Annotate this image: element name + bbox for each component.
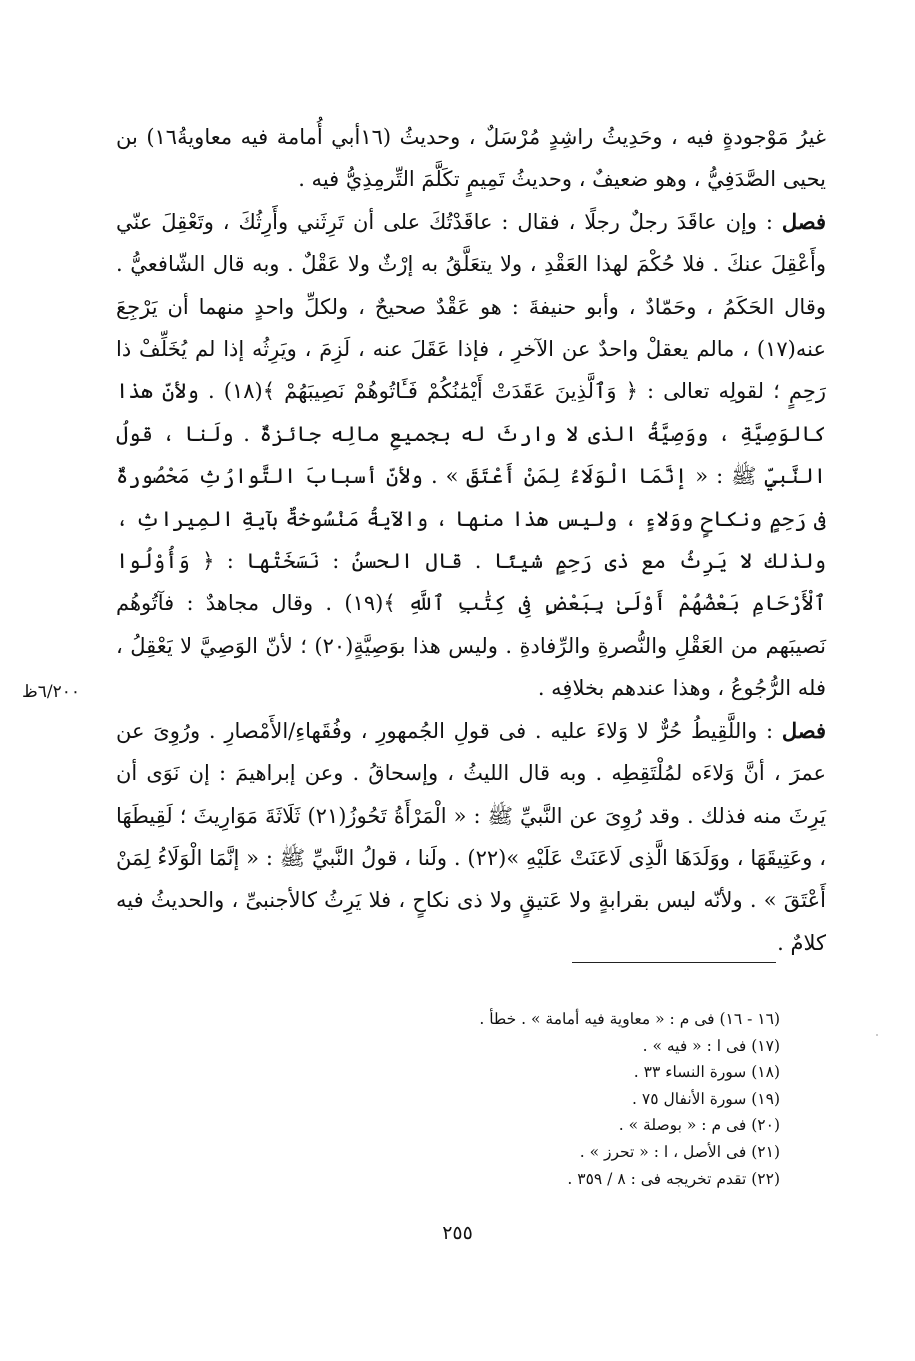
main-text [116,116,826,964]
margin-manuscript-reference: ٦/٢٠٠ظ [22,682,80,702]
footnote: (٢١) فى الأصل ، ا : « تحرز » . [579,1142,780,1161]
section-heading: فصل [781,208,826,234]
page-number: ٢٥٥ [442,1222,473,1244]
footnote: (٢٠) فى م : « بوصلة » . [618,1116,780,1135]
paragraph-text: : واللَّقِيطُ حُرٌّ لا وَلاءَ عليه . فى قولِ الجُمهورِ ، وفُقَهاءِ/الأَمْصارِ . ورُوِىَ عن عمرَ ، أنَّ وَلاءَه لمُلْتَقِطِه . وبه قال الليثُ ، وإسحاقُ . وعن إبراهيمَ : إن نَوَى أن يَرِثَ منه فذلك . وقد رُوِىَ عن النَّبيِّ ﷺ : « الْمَرْأَةُ تَحُوزُ(٢١) ثَلَاثَةَ مَوَارِيثَ ؛ لَقِيطَهَا ، وعَتِيقَهَا ، ووَلَدَهَا الَّذِى لَاعَنَتْ عَلَيْهِ »(٢٢) . ولَنا ، قولُ النَّبيِّ ﷺ : « إنَّمَا الْوَلَاءُ لِمَنْ أَعْتَقَ » . ولأنّه ليس بقرابةٍ ولا عَتيقٍ ولا ذى نكاحٍ ، فلا يَرِثُ كالأجنبىِّ ، والحديثُ فيه كلامٌ . [116,718,826,955]
footnote: (٢٢) تقدم تخريجه فى : ٨ / ٣٥٩ . [567,1169,780,1188]
section-heading: فصل [781,717,826,743]
paragraph-continuation [116,116,826,201]
footnote: (١٨) سورة النساء ٣٣ . [633,1063,780,1082]
section-fasl-foundling [116,710,826,964]
section-fasl-contract [116,201,826,710]
paragraph-text: : وإن عاقَدَ رجلٌ رجلًا ، فقال : عاقَدْتُكَ على أن تَرِثَني وأَرِثُكَ ، وتَعْقِلَ عنّي وأَعْقِلَ عنكَ . فلا حُكْمَ لهذا العَقْدِ ، ولا يتعَلَّقُ به إرْثٌ ولا عَقْلٌ . وبه قال الشّافعيُّ . وقال الحَكَمُ ، وحَمّادٌ ، وأبو حنيفةَ : هو عَقْدٌ صحيحٌ ، ولكلِّ واحدٍ منهما أن يَرْجِعَ عنه(١٧) ، مالم يعقلْ واحدٌ عن الآخرِ ، فإذا عَقَلَ عنه ، لَزِمَ ، ويَرِثُه إذا لم يُخَلِّفْ ذا رَحِمٍ ؛ لقولِه تعالى : ﴿ وَٱلَّذِينَ عَقَدَتْ أَيْمَٰنُكُمْ فَـَٔاتُوهُمْ نَصِيبَهُمْ ﴾(١٨) . ولأنّ هذا كالوَصِيَّةِ ، ووَصِيَّةُ الذى لا وارثَ له بجميعِ مالِه جائزةٌ . ولَنا ، قولُ النَّبيِّ ﷺ : « إنَّمَا الْوَلَاءُ لِمَنْ أَعْتَقَ » . ولأنّ أسبابَ التَّوارُثِ مَحْصُورةٌ فى رَحِمٍ ونكاحٍ ووَلاءٍ ، وليس هذا منها ، والآيةُ مَنْسُوخةٌ بآيةِ المِيراثِ ، ولذلك لا يَرِثُ مع ذى رَحِمٍ شيئًا . قال الحسنُ : نَسَخَتْها : ﴿ وَأُوْلُوا ٱلْأَرْحَامِ بَعْضُهُمْ أَوْلَىٰ بِبَعْضٍ فِى كِتَٰبِ ٱللَّهِ ﴾(١٩) . وقال مجاهدٌ : فآتُوهُم نَصيبَهم من العَقْلِ والنُّصرةِ والرِّفادةِ . وليس هذا بوَصِيَّةٍ(٢٠) ؛ لأنّ الوَصِيَّ لا يَعْقِلُ ، فله الرُّجُوعُ ، وهذا عندهم بخلافِه . [116,209,826,701]
footnote: (١٩) سورة الأنفال ٧٥ . [632,1089,780,1108]
footnote: (١٦ - ١٦) فى م : « معاوية فيه أمامة » . خطأ . [479,1010,780,1028]
scan-speck [876,1034,878,1036]
footnote-divider [572,962,776,963]
footnotes [300,1006,780,1192]
footnote: (١٧) فى ا : « فيه » . [642,1036,780,1055]
paragraph-text: غيرُ مَوْجودةٍ فيه ، وحَدِيثُ راشِدٍ مُرْسَلٌ ، وحديثُ (١٦أبي أُمامة فيه معاويةُ١٦) بن يحيى الصَّدَفِيُّ ، وهو ضعيفٌ ، وحديثُ تَمِيمٍ تكَلَّمَ التِّرمِذِيُّ فيه . [116,125,826,192]
